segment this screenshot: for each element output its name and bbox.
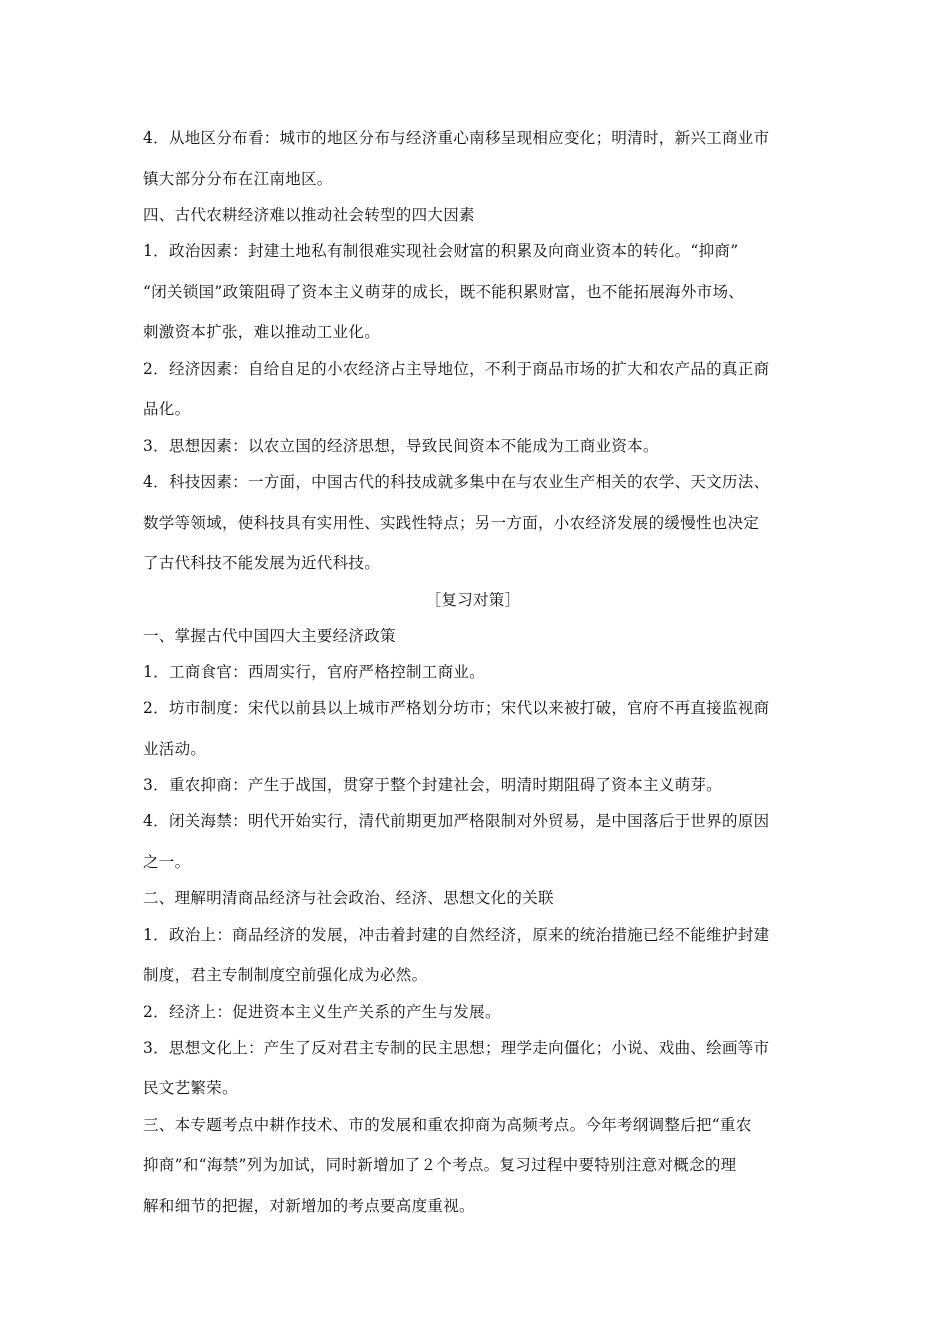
- text-line: 2．坊市制度：宋代以前县以上城市严格划分坊市；宋代以来被打破，官府不再直接监视商: [143, 699, 770, 717]
- text-line: 民文艺繁荣。: [143, 1079, 238, 1097]
- text-line: 2．经济上：促进资本主义生产关系的产生与发展。: [143, 1003, 501, 1021]
- text-line: 1．政治因素：封建土地私有制很难实现社会财富的积累及向商业资本的转化。“抑商”: [143, 242, 739, 260]
- text-line: 刺激资本扩张，难以推动工业化。: [143, 323, 381, 341]
- text-line: 解和细节的把握，对新增加的考点要高度重视。: [143, 1197, 475, 1215]
- text-line: 3．重农抑商：产生于战国，贯穿于整个封建社会，明清时期阻碍了资本主义萌芽。: [143, 776, 722, 794]
- text-line: 3．思想文化上：产生了反对君主专制的民主思想；理学走向僵化；小说、戏曲、绘画等市: [143, 1039, 770, 1057]
- text-line: 4．科技因素：一方面，中国古代的科技成就多集中在与农业生产相关的农学、天文历法、: [143, 473, 770, 491]
- text-line: “闭关锁国”政策阻碍了资本主义萌芽的成长，既不能积累财富，也不能拓展海外市场、: [143, 283, 745, 301]
- text-line: 4．从地区分布看：城市的地区分布与经济重心南移呈现相应变化；明清时，新兴工商业市: [143, 129, 770, 147]
- text-line: 业活动。: [143, 740, 207, 758]
- section-heading: 三、本专题考点中耕作技术、市的发展和重农抑商为高频考点。今年考纲调整后把“重农: [143, 1116, 752, 1134]
- section-heading: 四、古代农耕经济难以推动社会转型的四大因素: [143, 206, 475, 224]
- text-line: 品化。: [143, 400, 191, 418]
- text-line: 制度，君主专制制度空前强化成为必然。: [143, 966, 428, 984]
- section-heading: 一、掌握古代中国四大主要经济政策: [143, 627, 396, 645]
- text-line: 1．政治上：商品经济的发展，冲击着封建的自然经济，原来的统治措施已经不能维护封建: [143, 926, 770, 944]
- text-line: 镇大部分分布在江南地区。: [143, 170, 333, 188]
- text-line: 了古代科技不能发展为近代科技。: [143, 554, 381, 572]
- text-line: 4．闭关海禁：明代开始实行，清代前期更加严格限制对外贸易，是中国落后于世界的原因: [143, 812, 770, 830]
- text-line: 抑商”和“海禁”列为加试，同时新增加了２个考点。复习过程中要特别注意对概念的理: [143, 1156, 737, 1174]
- text-line: 2．经济因素：自给自足的小农经济占主导地位，不利于商品市场的扩大和农产品的真正商: [143, 360, 770, 378]
- section-heading: 二、理解明清商品经济与社会政治、经济、思想文化的关联: [143, 889, 554, 907]
- section-title: ［复习对策］: [425, 591, 521, 609]
- text-line: 3．思想因素：以农立国的经济思想，导致民间资本不能成为工商业资本。: [143, 437, 659, 455]
- text-line: 数学等领域，使科技具有实用性、实践性特点；另一方面，小农经济发展的缓慢性也决定: [143, 514, 760, 532]
- text-line: 之一。: [143, 853, 191, 871]
- text-line: 1．工商食官：西周实行，官府严格控制工商业。: [143, 663, 485, 681]
